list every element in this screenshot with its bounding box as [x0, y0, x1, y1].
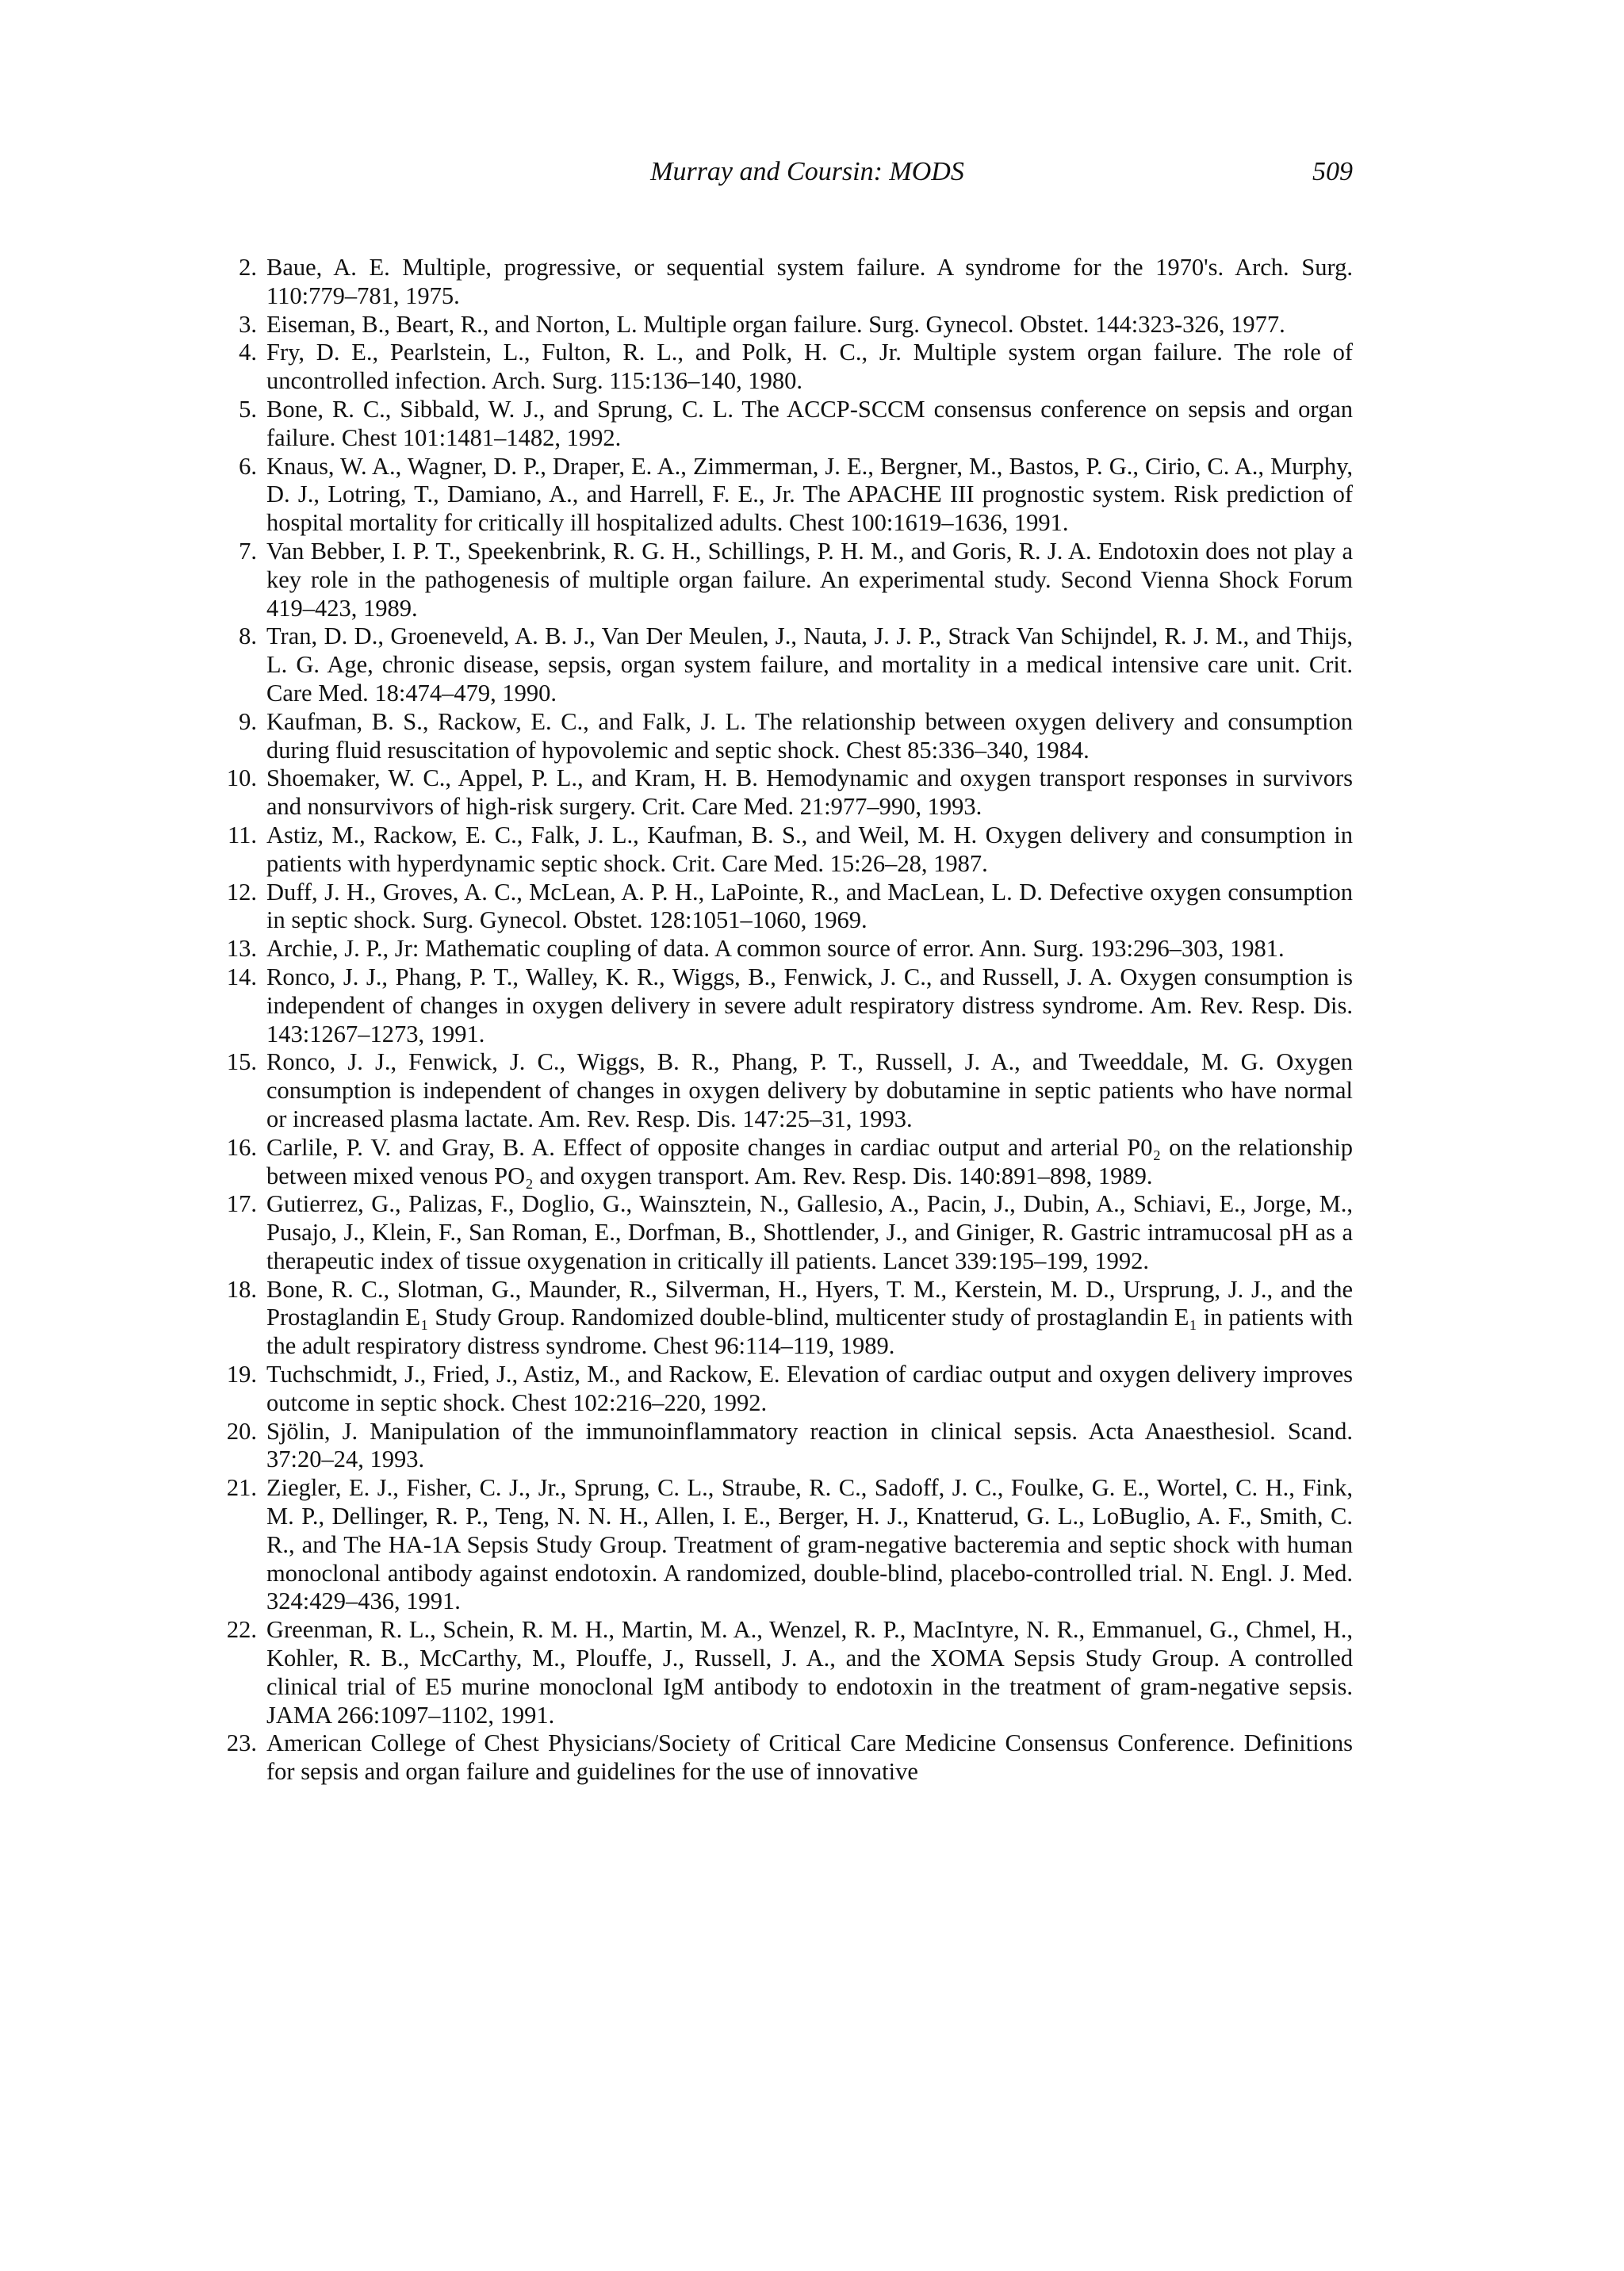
reference-text: Bone, R. C., Slotman, G., Maunder, R., Silverman, H., Hyers, T. M., Kerstein, M. D., Ursprung, J. J., and the Prostaglandin E₁ Study Group. Randomized double-blind, multicenter study of prostaglandin E₁ in patients with the adult respiratory distress syndrome. Chest 96:114–119, 1989.: [266, 1275, 1353, 1360]
reference-text: Ronco, J. J., Phang, P. T., Walley, K. R., Wiggs, B., Fenwick, J. C., and Russell, J. A. Oxygen consumption is independent of changes in oxygen delivery in severe adult respiratory distress syndrome. Am. Rev. Resp. Dis. 143:1267–1273, 1991.: [266, 963, 1353, 1047]
reference-list: [214, 254, 1353, 1787]
reference-number: 13.: [226, 935, 257, 963]
reference-item: [214, 1361, 1353, 1418]
reference-number: 7.: [239, 537, 257, 565]
reference-item: [214, 1418, 1353, 1475]
reference-item: [214, 453, 1353, 538]
reference-number: 3.: [239, 310, 257, 338]
reference-text: Gutierrez, G., Palizas, F., Doglio, G., Wainsztein, N., Gallesio, A., Pacin, J., Dubin, A., Schiavi, E., Jorge, M., Pusajo, J., Klein, F., San Roman, E., Dorfman, B., Shottlender, J., and Giniger, R. Gastric intramucosal pH as a therapeutic index of tissue oxygenation in critically ill patients. Lancet 339:195–199, 1992.: [266, 1190, 1353, 1274]
reference-text: Kaufman, B. S., Rackow, E. C., and Falk, J. L. The relationship between oxygen delivery and consumption during fluid resuscitation of hypovolemic and septic shock. Chest 85:336–340, 1984.: [266, 707, 1353, 764]
reference-number: 12.: [226, 878, 257, 906]
reference-number: 15.: [226, 1048, 257, 1076]
reference-item: [214, 1474, 1353, 1616]
reference-number: 2.: [239, 254, 257, 281]
reference-text: Carlile, P. V. and Gray, B. A. Effect of opposite changes in cardiac output and arterial P0₂ on the relationship between mixed venous PO₂ and oxygen transport. Am. Rev. Resp. Dis. 140:891–898, 1989.: [266, 1133, 1353, 1189]
reference-number: 19.: [226, 1361, 257, 1388]
reference-number: 4.: [239, 339, 257, 366]
reference-number: 5.: [239, 395, 257, 423]
reference-item: [214, 708, 1353, 765]
reference-text: Greenman, R. L., Schein, R. M. H., Martin, M. A., Wenzel, R. P., MacIntyre, N. R., Emmanuel, G., Chmel, H., Kohler, R. B., McCarthy, M., Plouffe, J., Russell, J. A., and the XOMA Sepsis Study Group. A controlled clinical trial of E5 murine monoclonal IgM antibody to endotoxin in the treatment of gram-negative sepsis. JAMA 266:1097–1102, 1991.: [266, 1616, 1353, 1729]
reference-number: 11.: [228, 821, 257, 848]
reference-text: Astiz, M., Rackow, E. C., Falk, J. L., Kaufman, B. S., and Weil, M. H. Oxygen delivery and consumption in patients with hyperdynamic septic shock. Crit. Care Med. 15:26–28, 1987.: [266, 821, 1353, 877]
reference-number: 9.: [239, 707, 257, 735]
reference-item: [214, 1616, 1353, 1729]
reference-text: Duff, J. H., Groves, A. C., McLean, A. P. H., LaPointe, R., and MacLean, L. D. Defective oxygen consumption in septic shock. Surg. Gynecol. Obstet. 128:1051–1060, 1969.: [266, 878, 1353, 934]
reference-number: 8.: [239, 622, 257, 650]
reference-text: Sjölin, J. Manipulation of the immunoinflammatory reaction in clinical sepsis. Acta Anaesthesiol. Scand. 37:20–24, 1993.: [266, 1417, 1353, 1473]
reference-text: American College of Chest Physicians/Society of Critical Care Medicine Consensus Conference. Definitions for sepsis and organ failure and guidelines for the use of innovative: [266, 1729, 1353, 1786]
page-number: 509: [1312, 157, 1353, 186]
reference-number: 17.: [226, 1190, 257, 1218]
reference-text: Eiseman, B., Beart, R., and Norton, L. Multiple organ failure. Surg. Gynecol. Obstet. 144:323-326, 1977.: [266, 310, 1285, 338]
reference-item: [214, 1190, 1353, 1275]
reference-item: [214, 963, 1353, 1048]
reference-item: [214, 396, 1353, 453]
reference-item: [214, 1276, 1353, 1361]
reference-item: [214, 622, 1353, 707]
reference-item: [214, 1729, 1353, 1787]
reference-number: 22.: [226, 1616, 257, 1644]
reference-text: Tuchschmidt, J., Fried, J., Astiz, M., and Rackow, E. Elevation of cardiac output and oxygen delivery improves outcome in septic shock. Chest 102:216–220, 1992.: [266, 1361, 1353, 1416]
reference-item: [214, 935, 1353, 963]
reference-item: [214, 538, 1353, 622]
reference-text: Archie, J. P., Jr: Mathematic coupling of data. A common source of error. Ann. Surg. 193:296–303, 1981.: [266, 935, 1285, 963]
reference-text: Bone, R. C., Sibbald, W. J., and Sprung, C. L. The ACCP-SCCM consensus conference on sepsis and organ failure. Chest 101:1481–1482, 1992.: [266, 395, 1353, 451]
reference-item: [214, 339, 1353, 396]
reference-number: 10.: [226, 764, 257, 792]
reference-text: Ziegler, E. J., Fisher, C. J., Jr., Sprung, C. L., Straube, R. C., Sadoff, J. C., Foulke, G. E., Wortel, C. H., Fink, M. P., Dellinger, R. P., Teng, N. N. H., Allen, I. E., Berger, H. J., Knatterud, G. L., LoBuglio, A. F., Smith, C. R., and The HA-1A Sepsis Study Group. Treatment of gram-negative bacteremia and septic shock with human monoclonal antibody against endotoxin. A randomized, double-blind, placebo-controlled trial. N. Engl. J. Med. 324:429–436, 1991.: [266, 1474, 1353, 1615]
reference-item: [214, 1048, 1353, 1133]
reference-text: Baue, A. E. Multiple, progressive, or sequential system failure. A syndrome for the 1970's. Arch. Surg. 110:779–781, 1975.: [266, 254, 1353, 309]
reference-text: Tran, D. D., Groeneveld, A. B. J., Van Der Meulen, J., Nauta, J. J. P., Strack Van Schijndel, R. J. M., and Thijs, L. G. Age, chronic disease, sepsis, organ system failure, and mortality in a medical intensive care unit. Crit. Care Med. 18:474–479, 1990.: [266, 622, 1353, 707]
reference-text: Ronco, J. J., Fenwick, J. C., Wiggs, B. R., Phang, P. T., Russell, J. A., and Tweeddale, M. G. Oxygen consumption is independent of changes in oxygen delivery by dobutamine in septic patients who have normal or increased plasma lactate. Am. Rev. Resp. Dis. 147:25–31, 1993.: [266, 1048, 1353, 1132]
reference-number: 16.: [226, 1133, 257, 1161]
running-head: [262, 152, 1353, 192]
reference-number: 14.: [226, 963, 257, 990]
reference-item: [214, 1134, 1353, 1191]
reference-item: [214, 879, 1353, 936]
reference-item: [214, 821, 1353, 879]
reference-text: Shoemaker, W. C., Appel, P. L., and Kram, H. B. Hemodynamic and oxygen transport responses in survivors and nonsurvivors of high-risk surgery. Crit. Care Med. 21:977–990, 1993.: [266, 764, 1353, 821]
reference-item: [214, 254, 1353, 311]
reference-text: Van Bebber, I. P. T., Speekenbrink, R. G. H., Schillings, P. H. M., and Goris, R. J. A. Endotoxin does not play a key role in the pathogenesis of multiple organ failure. An experimental study. Second Vienna Shock Forum 419–423, 1989.: [266, 537, 1353, 622]
reference-number: 6.: [239, 452, 257, 480]
reference-number: 21.: [226, 1474, 257, 1502]
reference-number: 20.: [226, 1417, 257, 1445]
reference-item: [214, 311, 1353, 339]
reference-item: [214, 764, 1353, 821]
reference-text: Fry, D. E., Pearlstein, L., Fulton, R. L., and Polk, H. C., Jr. Multiple system organ failure. The role of uncontrolled infection. Arch. Surg. 115:136–140, 1980.: [266, 339, 1353, 395]
running-title: Murray and Coursin: MODS: [650, 157, 964, 186]
reference-number: 23.: [226, 1729, 257, 1757]
reference-text: Knaus, W. A., Wagner, D. P., Draper, E. A., Zimmerman, J. E., Bergner, M., Bastos, P. G., Cirio, C. A., Murphy, D. J., Lotring, T., Damiano, A., and Harrell, F. E., Jr. The APACHE III prognostic system. Risk prediction of hospital mortality for critically ill hospitalized adults. Chest 100:1619–1636, 1991.: [266, 452, 1353, 537]
reference-number: 18.: [226, 1275, 257, 1303]
